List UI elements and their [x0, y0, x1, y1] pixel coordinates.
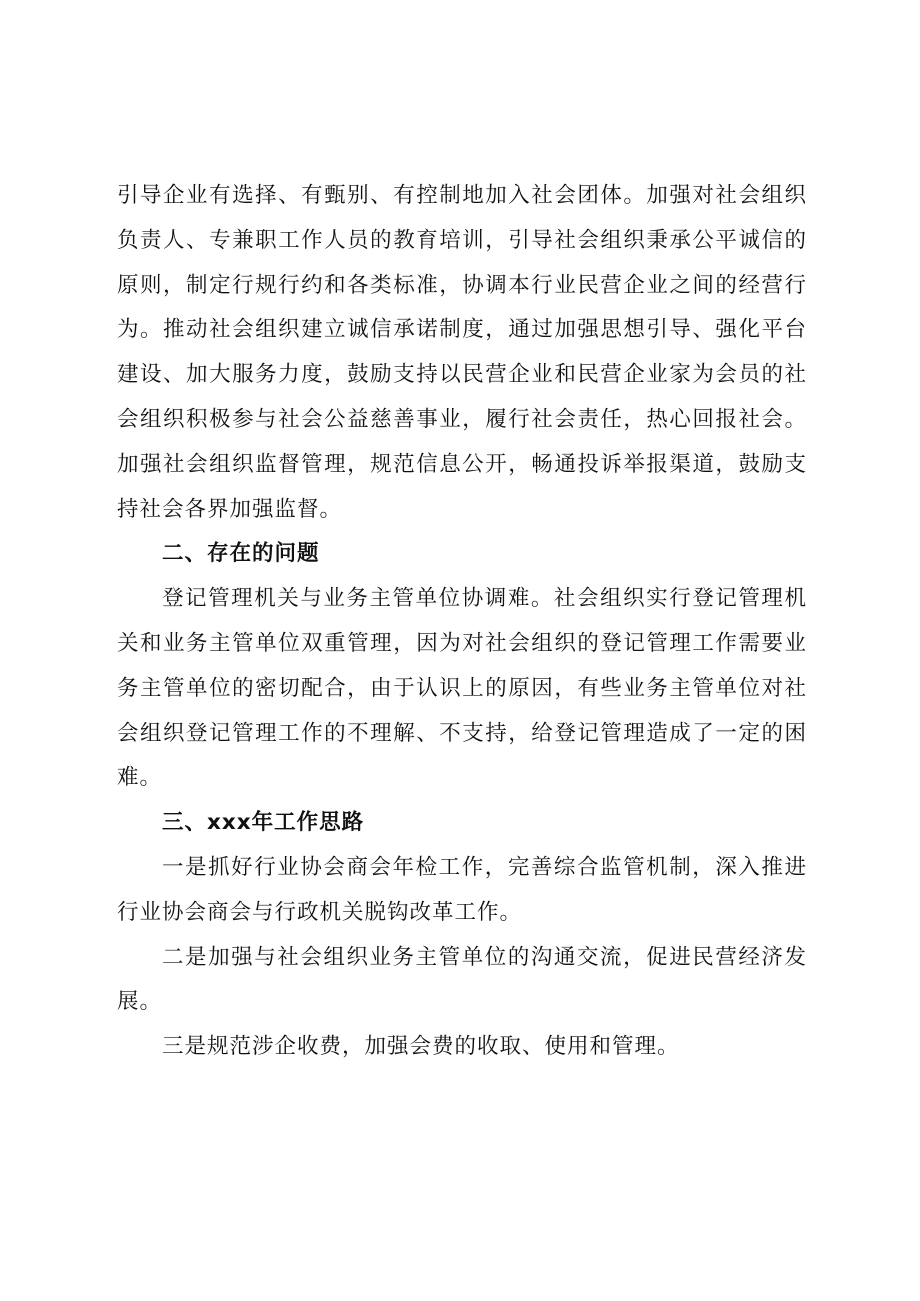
document-body [117, 174, 807, 1070]
paragraph-plan-item-1: 一是抓好行业协会商会年检工作，完善综合监管机制，深入推进行业协会商会与行政机关脱钩改革工作。 [117, 854, 807, 925]
paragraph-plan-item-3: 三是规范涉企收费，加强会费的收取、使用和管理。 [162, 1034, 680, 1060]
section-heading-problems: 二、存在的问题 [162, 541, 320, 567]
paragraph-social-org-guidance: 引导企业有选择、有甄别、有控制地加入社会团体。加强对社会组织负责人、专兼职工作人员的教育培训，引导社会组织秉承公平诚信的原则，制定行规行约和各类标准，协调本行业民营企业之间的经营行为。推动社会组织建立诚信承诺制度，通过加强思想引导、强化平台建设、加大服务力度，鼓励支持以民营企业和民营企业家为会员的社会组织积极参与社会公益慈善事业，履行社会责任，热心回报社会。加强社会组织监督管理，规范信息公开，畅通投诉举报渠道，鼓励支持社会各界加强监督。 [117, 183, 807, 522]
section-heading-work-plan: 三、xxx年工作思路 [162, 810, 365, 836]
paragraph-coordination-difficulty: 登记管理机关与业务主管单位协调难。社会组织实行登记管理机关和业务主管单位双重管理，因为对社会组织的登记管理工作需要业务主管单位的密切配合，由于认识上的原因，有些业务主管单位对社会组织登记管理工作的不理解、不支持，给登记管理造成了一定的困难。 [117, 586, 807, 791]
paragraph-plan-item-2: 二是加强与社会组织业务主管单位的沟通交流，促进民营经济发展。 [117, 944, 807, 1015]
